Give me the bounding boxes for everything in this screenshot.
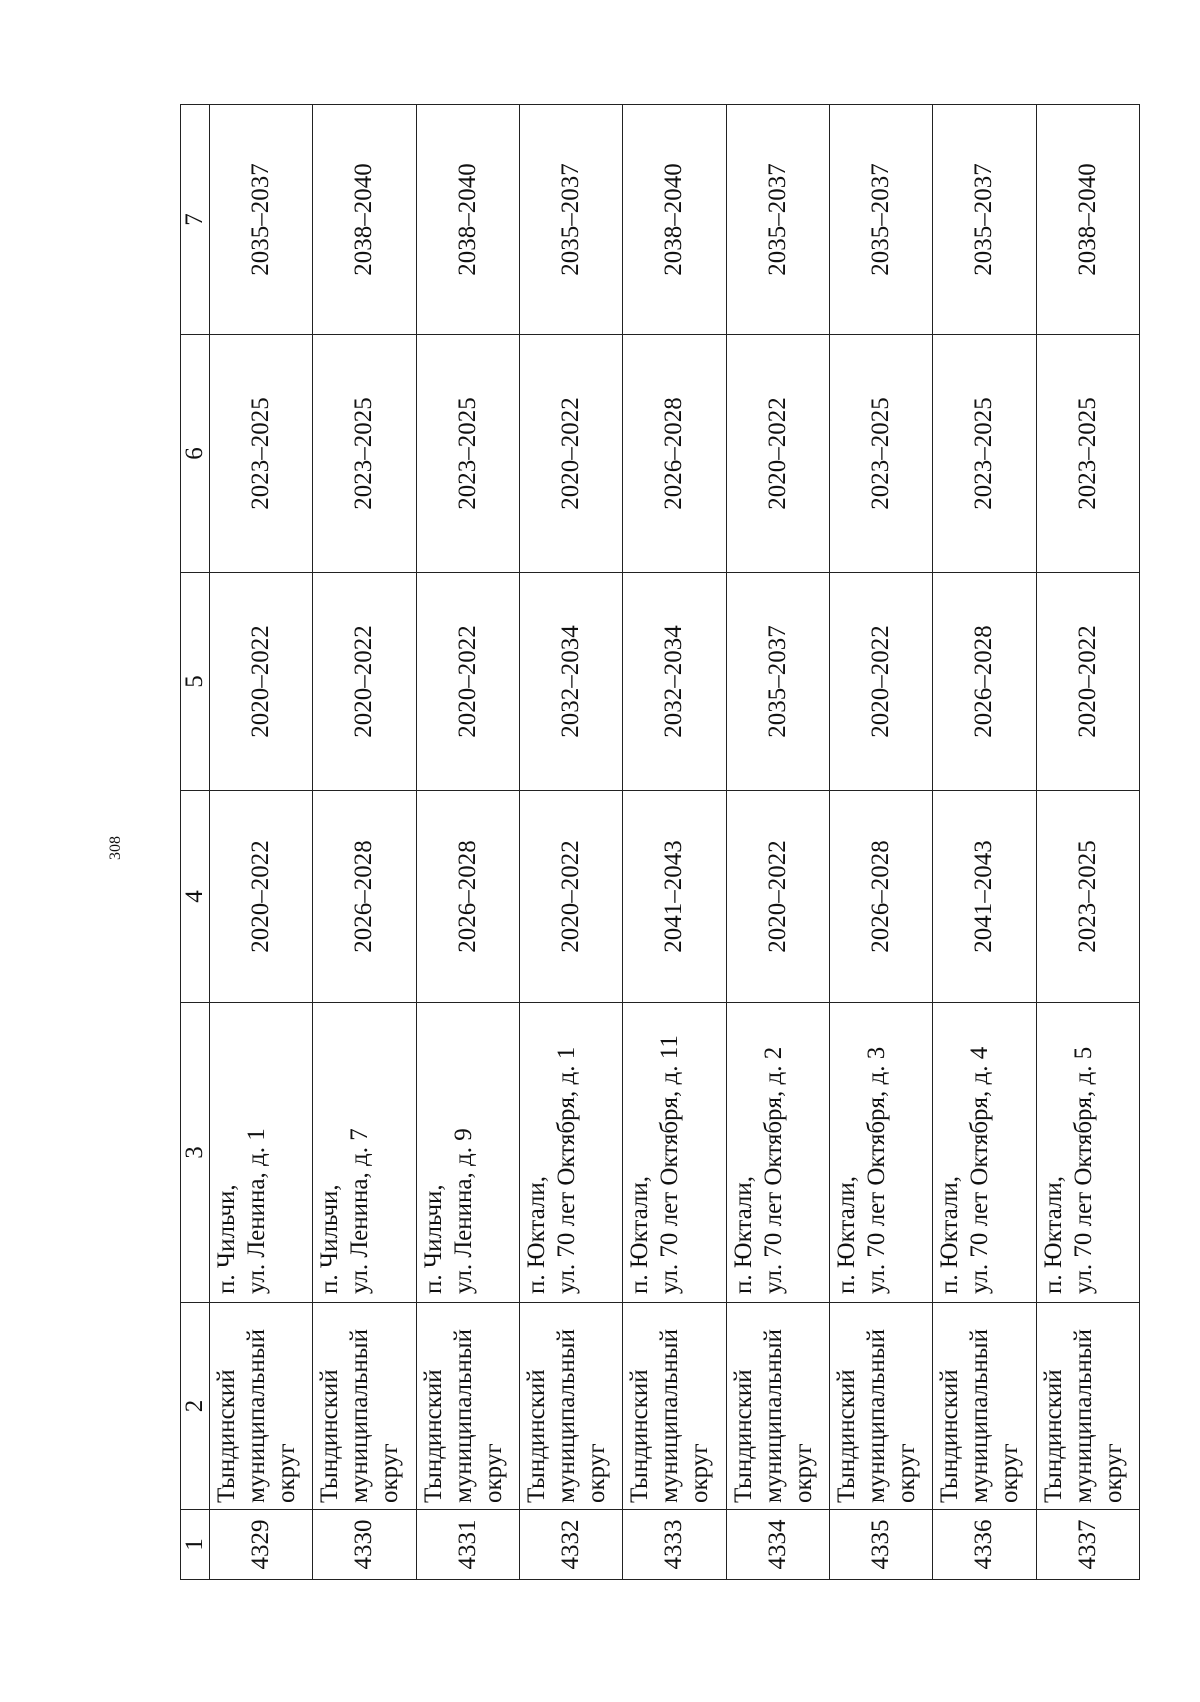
period-col4: 2041–2043 [933,791,1036,1003]
address-street: ул. 70 лет Октября, д. 4 [966,1046,994,1294]
address-street: ул. Ленина, д. 7 [346,1128,374,1294]
period-col4: 2020–2022 [726,791,829,1003]
period-col5: 2020–2022 [829,573,932,791]
period-col7: 2035–2037 [726,105,829,335]
address-settlement: п. Юктали, [832,1175,860,1294]
period-col5: 2026–2028 [933,573,1036,791]
municipal-district: Тындинский муниципальный округ [313,1303,416,1510]
period-col6: 2026–2028 [623,335,726,573]
record-number: 4332 [519,1510,622,1580]
period-col5: 2032–2034 [623,573,726,791]
address-settlement: п. Юктали, [1039,1175,1067,1294]
record-number: 4336 [933,1510,1036,1580]
period-col6: 2023–2025 [933,335,1036,573]
period-col7: 2035–2037 [933,105,1036,335]
column-header: 7 [181,105,210,335]
address [933,1003,1036,1303]
period-col7: 2038–2040 [313,105,416,335]
page-number: 308 [107,836,124,860]
period-col4: 2026–2028 [313,791,416,1003]
address-street: ул. 70 лет Октября, д. 11 [656,1035,684,1294]
table-row [313,105,416,1580]
address-settlement: п. Юктали, [936,1175,964,1294]
period-col5: 2020–2022 [210,573,313,791]
record-number: 4333 [623,1510,726,1580]
period-col7: 2035–2037 [829,105,932,335]
column-header: 6 [181,335,210,573]
address [313,1003,416,1303]
address [1036,1003,1139,1303]
address-settlement: п. Юктали, [626,1175,654,1294]
municipal-district: Тындинский муниципальный округ [829,1303,932,1510]
document-table [180,104,1140,1580]
municipal-district: Тындинский муниципальный округ [726,1303,829,1510]
period-col5: 2035–2037 [726,573,829,791]
header-row [181,105,210,1580]
record-number: 4335 [829,1510,932,1580]
address [726,1003,829,1303]
address-settlement: п. Чильчи, [213,1184,240,1294]
record-number: 4334 [726,1510,829,1580]
period-col6: 2020–2022 [519,335,622,573]
address [416,1003,519,1303]
municipal-district: Тындинский муниципальный округ [1036,1303,1139,1510]
address [623,1003,726,1303]
table-body [210,105,1140,1580]
period-col4: 2023–2025 [1036,791,1139,1003]
table-row [519,105,622,1580]
period-col4: 2020–2022 [210,791,313,1003]
table-row [726,105,829,1580]
period-col7: 2038–2040 [623,105,726,335]
period-col4: 2026–2028 [416,791,519,1003]
address-street: ул. 70 лет Октября, д. 5 [1069,1046,1097,1294]
period-col7: 2038–2040 [416,105,519,335]
address-street: ул. 70 лет Октября, д. 3 [862,1046,890,1294]
address [519,1003,622,1303]
address [829,1003,932,1303]
address-street: ул. 70 лет Октября, д. 1 [552,1046,580,1294]
municipal-district: Тындинский муниципальный округ [416,1303,519,1510]
address-street: ул. 70 лет Октября, д. 2 [759,1046,787,1294]
municipal-district: Тындинский муниципальный округ [623,1303,726,1510]
table-row [1036,105,1139,1580]
column-header: 1 [181,1510,210,1580]
period-col6: 2020–2022 [726,335,829,573]
table-row [829,105,932,1580]
period-col4: 2041–2043 [623,791,726,1003]
period-col6: 2023–2025 [210,335,313,573]
document-table-container [180,105,1140,1580]
address-street: ул. Ленина, д. 1 [243,1128,270,1294]
period-col7: 2038–2040 [1036,105,1139,335]
column-header: 2 [181,1303,210,1510]
period-col5: 2020–2022 [313,573,416,791]
address-settlement: п. Чильчи, [419,1184,447,1294]
address-street: ул. Ленина, д. 9 [449,1128,477,1294]
column-header: 4 [181,791,210,1003]
table-row [623,105,726,1580]
period-col4: 2020–2022 [519,791,622,1003]
table-row [933,105,1036,1580]
period-col5: 2032–2034 [519,573,622,791]
period-col4: 2026–2028 [829,791,932,1003]
address-settlement: п. Юктали, [729,1175,757,1294]
period-col6: 2023–2025 [1036,335,1139,573]
period-col6: 2023–2025 [416,335,519,573]
record-number: 4337 [1036,1510,1139,1580]
column-header: 3 [181,1003,210,1303]
municipal-district: Тындинский муниципальный округ [933,1303,1036,1510]
municipal-district: Тындинский муниципальный округ [519,1303,622,1510]
period-col6: 2023–2025 [313,335,416,573]
period-col5: 2020–2022 [1036,573,1139,791]
record-number: 4330 [313,1510,416,1580]
address [210,1003,313,1303]
period-col5: 2020–2022 [416,573,519,791]
period-col7: 2035–2037 [210,105,313,335]
address-settlement: п. Юктали, [522,1175,550,1294]
period-col6: 2023–2025 [829,335,932,573]
record-number: 4329 [210,1510,313,1580]
record-number: 4331 [416,1510,519,1580]
address-settlement: п. Чильчи, [316,1184,344,1294]
table-header [181,105,210,1580]
municipal-district: Тындинский муниципальный округ [210,1303,313,1510]
period-col7: 2035–2037 [519,105,622,335]
table-row [416,105,519,1580]
column-header: 5 [181,573,210,791]
table-row [210,105,313,1580]
